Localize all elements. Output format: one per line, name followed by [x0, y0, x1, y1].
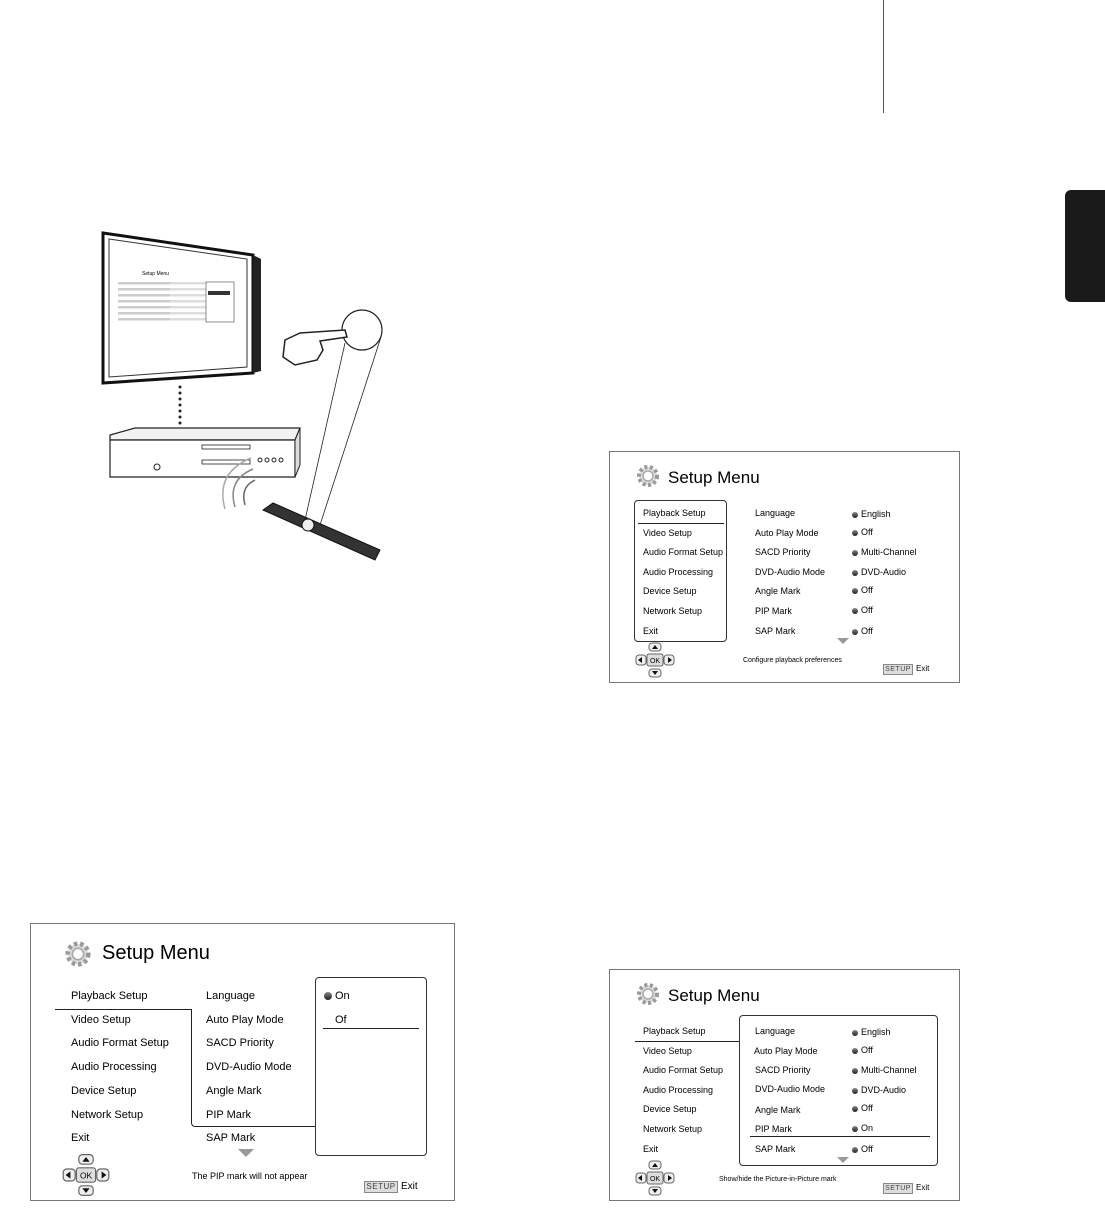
category-device-setup[interactable]: Device Setup [643, 1104, 697, 1114]
category-exit[interactable]: Exit [643, 1144, 659, 1154]
value-list-box [315, 977, 427, 1156]
bullet-icon [852, 1106, 858, 1112]
category-network-setup[interactable]: Network Setup [643, 1124, 703, 1134]
ok-label: OK [649, 658, 661, 665]
option-underline [323, 1028, 419, 1029]
category-audio-format-setup[interactable]: Audio Format Setup [71, 1037, 169, 1049]
status-text: Show/hide the Picture-in-Picture mark [719, 1176, 837, 1183]
setup-menu-3 [609, 969, 960, 1201]
selection-underline [638, 523, 724, 524]
bullet-icon [852, 1030, 858, 1036]
section-tab [1065, 190, 1105, 302]
nav-pad-icon[interactable] [62, 1153, 110, 1197]
exit-label: Exit [916, 664, 930, 673]
option-pip-mark[interactable]: PIP Mark [755, 1124, 792, 1134]
category-exit[interactable]: Exit [71, 1132, 90, 1144]
value-angle-mark: Off [852, 1103, 873, 1113]
menu-title: Setup Menu [668, 468, 760, 487]
value-auto-play-mode: Off [852, 527, 873, 537]
value-language: English [852, 1027, 891, 1037]
bullet-icon [852, 570, 858, 576]
setup-key-button[interactable]: SETUP [883, 664, 913, 675]
scroll-down-icon[interactable] [837, 1157, 849, 1163]
option-angle-mark[interactable]: Angle Mark [206, 1085, 262, 1097]
value-language: English [852, 509, 891, 519]
option-auto-play-mode[interactable]: Auto Play Mode [754, 1046, 818, 1056]
category-network-setup[interactable]: Network Setup [643, 606, 703, 616]
scroll-down-icon[interactable] [238, 1149, 254, 1157]
bullet-icon [852, 1126, 858, 1132]
category-audio-format-setup[interactable]: Audio Format Setup [643, 547, 724, 557]
option-sap-mark[interactable]: SAP Mark [755, 626, 796, 636]
category-playback-setup[interactable]: Playback Setup [643, 1026, 706, 1036]
value-sacd-priority: Multi-Channel [852, 1065, 917, 1075]
exit-label: Exit [401, 1181, 418, 1192]
setup-illustration [95, 225, 395, 580]
category-exit[interactable]: Exit [643, 626, 659, 636]
option-dvd-audio-mode[interactable]: DVD-Audio Mode [755, 1084, 826, 1094]
option-sacd-priority[interactable]: SACD Priority [755, 547, 811, 557]
option-pip-mark[interactable]: PIP Mark [755, 606, 792, 616]
option-sacd-priority[interactable]: SACD Priority [755, 1065, 811, 1075]
setup-menu-2 [30, 923, 455, 1201]
category-video-setup[interactable]: Video Setup [643, 1046, 692, 1056]
option-sacd-priority[interactable]: SACD Priority [206, 1037, 274, 1049]
option-angle-mark[interactable]: Angle Mark [755, 586, 801, 596]
cable-dots [179, 386, 182, 425]
value-auto-play-mode: Off [852, 1045, 873, 1055]
option-sap-mark[interactable]: SAP Mark [755, 1144, 796, 1154]
bullet-icon [852, 1088, 858, 1094]
value-sap-mark: Off [852, 626, 873, 636]
gear-icon [634, 980, 662, 1008]
bullet-icon [852, 1147, 858, 1153]
option-dvd-audio-mode[interactable]: DVD-Audio Mode [206, 1061, 292, 1073]
option-language[interactable]: Language [206, 990, 255, 1002]
ok-label: OK [649, 1176, 661, 1183]
value-dvd-audio-mode: DVD-Audio [852, 1085, 906, 1095]
value-dvd-audio-mode: DVD-Audio [852, 567, 906, 577]
selection-underline [635, 1041, 739, 1042]
gear-icon [62, 938, 94, 970]
menu-title: Setup Menu [668, 986, 760, 1005]
bullet-icon [852, 588, 858, 594]
setup-menu-1 [609, 451, 960, 683]
bullet-icon [852, 550, 858, 556]
ok-label: OK [79, 1170, 93, 1181]
status-text: Configure playback preferences [743, 657, 842, 664]
option-sap-mark[interactable]: SAP Mark [206, 1132, 256, 1144]
option-language[interactable]: Language [755, 508, 796, 518]
value-angle-mark: Off [852, 585, 873, 595]
gear-icon [634, 462, 662, 490]
option-auto-play-mode[interactable]: Auto Play Mode [206, 1014, 284, 1026]
category-playback-setup[interactable]: Playback Setup [643, 508, 706, 518]
option-dvd-audio-mode[interactable]: DVD-Audio Mode [755, 567, 826, 577]
bullet-icon [324, 992, 332, 1000]
bullet-icon [852, 608, 858, 614]
nav-pad-icon[interactable] [635, 642, 675, 678]
category-audio-processing[interactable]: Audio Processing [71, 1061, 157, 1073]
scroll-down-icon[interactable] [837, 638, 849, 644]
bullet-icon [852, 629, 858, 635]
value-sap-mark: Off [852, 1144, 873, 1154]
menu-title: Setup Menu [102, 942, 210, 964]
category-audio-processing[interactable]: Audio Processing [643, 567, 714, 577]
page-divider [883, 0, 884, 113]
choice-on[interactable]: On [324, 990, 350, 1002]
value-sacd-priority: Multi-Channel [852, 547, 917, 557]
category-audio-format-setup[interactable]: Audio Format Setup [643, 1065, 724, 1075]
value-pip-mark: On [852, 1123, 873, 1133]
option-underline [750, 1136, 930, 1137]
tv-menu-title: Setup Menu [142, 271, 169, 277]
category-network-setup[interactable]: Network Setup [71, 1109, 144, 1121]
exit-label: Exit [916, 1183, 930, 1192]
category-video-setup[interactable]: Video Setup [71, 1014, 131, 1026]
option-angle-mark[interactable]: Angle Mark [755, 1105, 801, 1115]
setup-key-button[interactable]: SETUP [883, 1183, 913, 1194]
bullet-icon [852, 1048, 858, 1054]
category-audio-processing[interactable]: Audio Processing [643, 1085, 714, 1095]
bullet-icon [852, 1068, 858, 1074]
bullet-icon [852, 512, 858, 518]
value-pip-mark: Off [852, 605, 873, 615]
nav-pad-icon[interactable] [635, 1160, 675, 1196]
category-device-setup[interactable]: Device Setup [71, 1085, 137, 1097]
bullet-icon [852, 530, 858, 536]
category-device-setup[interactable]: Device Setup [643, 586, 697, 596]
option-auto-play-mode[interactable]: Auto Play Mode [755, 528, 819, 538]
option-language[interactable]: Language [755, 1026, 796, 1036]
choice-off[interactable]: Of [335, 1014, 347, 1026]
category-playback-setup[interactable]: Playback Setup [71, 990, 148, 1002]
setup-key-button[interactable]: SETUP [364, 1181, 398, 1193]
selection-underline [55, 1009, 191, 1010]
option-pip-mark[interactable]: PIP Mark [206, 1109, 252, 1121]
status-text: The PIP mark will not appear [192, 1171, 308, 1181]
category-video-setup[interactable]: Video Setup [643, 528, 692, 538]
